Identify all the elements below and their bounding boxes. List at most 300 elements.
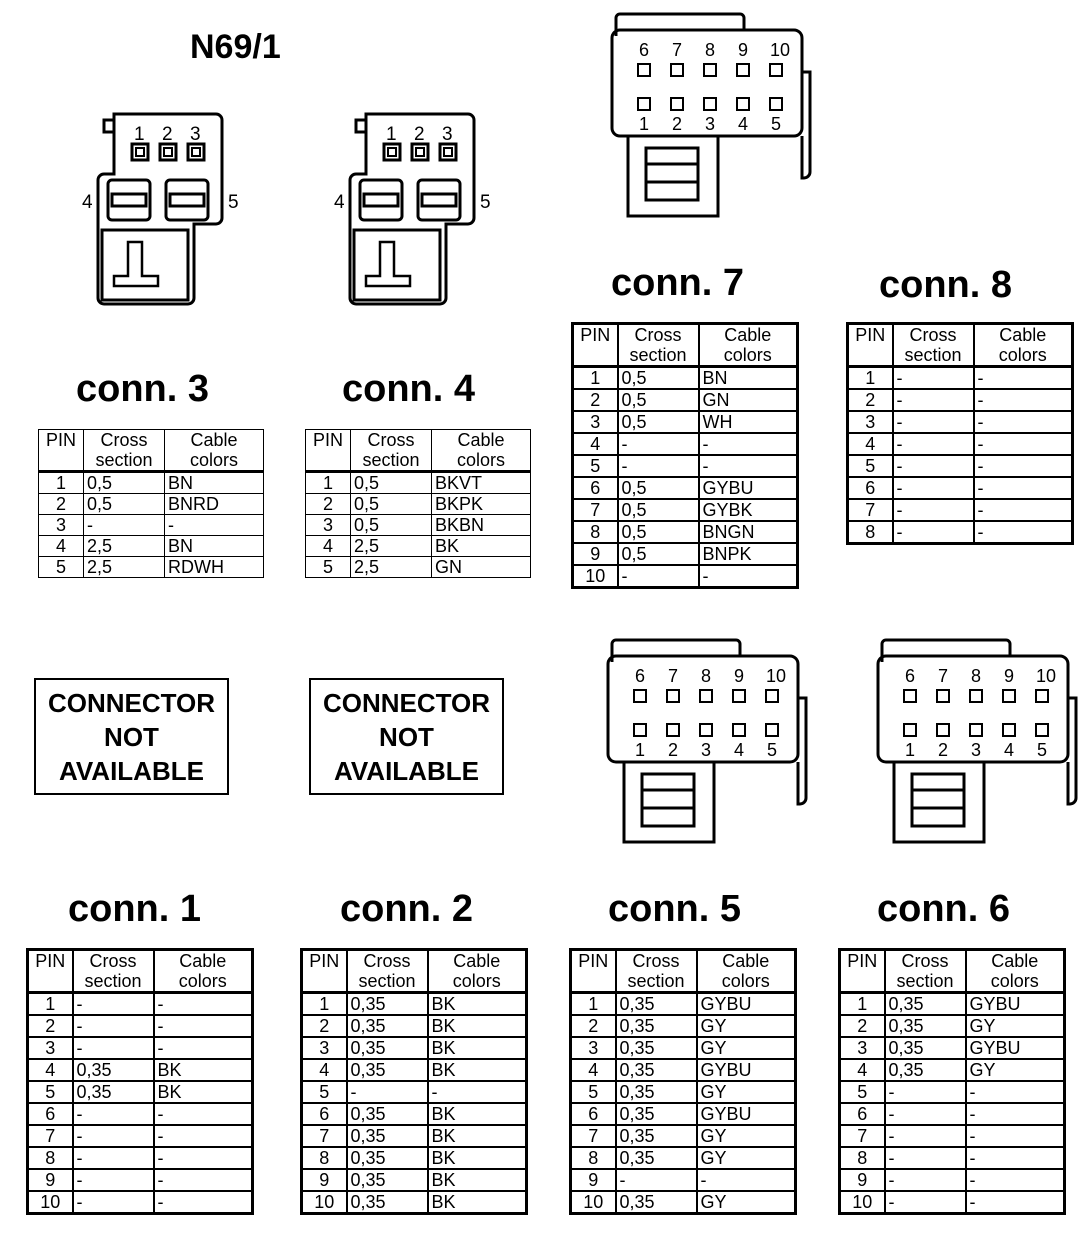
- cell-cable-color: BK: [428, 1103, 527, 1125]
- pin-table: [569, 948, 797, 1215]
- cell-cross-section: 0,35: [347, 1037, 428, 1059]
- table-row: [28, 1169, 253, 1191]
- cell-pin: 1: [848, 367, 893, 390]
- cell-pin: 1: [573, 367, 618, 390]
- cell-cable-color: BKPK: [432, 494, 531, 515]
- na-line: NOT: [379, 722, 434, 752]
- cell-pin: 6: [840, 1103, 885, 1125]
- table-row: [848, 433, 1073, 455]
- cell-cross-section: -: [893, 367, 974, 390]
- cell-cross-section: 0,5: [618, 521, 699, 543]
- cell-cross-section: -: [885, 1125, 966, 1147]
- cell-pin: 5: [571, 1081, 616, 1103]
- cell-pin: 3: [573, 411, 618, 433]
- pin-label-bottom: 3: [704, 114, 716, 134]
- cell-cross-section: -: [618, 455, 699, 477]
- na-line: CONNECTOR: [322, 688, 491, 718]
- cell-cable-color: -: [699, 565, 798, 588]
- pin-table: [838, 948, 1066, 1215]
- cell-cross-section: -: [893, 477, 974, 499]
- conn-4-title: conn. 4: [342, 368, 476, 410]
- conn-3-drawing: [82, 108, 252, 323]
- pin-label-top: 3: [190, 124, 201, 145]
- pin-label-top: 8: [704, 40, 716, 60]
- cell-pin: 5: [306, 557, 351, 578]
- table-row: [848, 477, 1073, 499]
- table-row: [571, 1147, 796, 1169]
- cell-cross-section: 0,35: [616, 1191, 697, 1214]
- pin-label-top: 2: [162, 124, 173, 145]
- pin-label-bottom: 5: [766, 740, 778, 760]
- cell-pin: 7: [302, 1125, 347, 1147]
- table-row: [302, 1169, 527, 1191]
- cell-cable-color: -: [974, 389, 1073, 411]
- cell-cross-section: -: [893, 455, 974, 477]
- cell-pin: 4: [28, 1059, 73, 1081]
- cell-pin: 4: [848, 433, 893, 455]
- header-cable-line: Cable: [179, 951, 227, 971]
- cell-pin: 7: [573, 499, 618, 521]
- header-cross-line: section: [358, 971, 416, 991]
- conn-7-title: conn. 7: [611, 262, 745, 304]
- header-cable-line: Cable: [453, 951, 501, 971]
- cell-cross-section: -: [893, 521, 974, 544]
- cell-pin: 6: [571, 1103, 616, 1125]
- cell-cable-color: -: [154, 1125, 253, 1147]
- cell-pin: 4: [840, 1059, 885, 1081]
- pin-label-bottom: 1: [904, 740, 916, 760]
- cell-pin: 9: [571, 1169, 616, 1191]
- table-row: [28, 1147, 253, 1169]
- table-row: [28, 1015, 253, 1037]
- header-pin: PIN: [28, 950, 73, 993]
- table-row: [840, 993, 1065, 1016]
- cell-cross-section: -: [73, 1147, 154, 1169]
- table-row: [306, 494, 531, 515]
- cell-pin: 8: [848, 521, 893, 544]
- cell-pin: 7: [571, 1125, 616, 1147]
- cell-cross-section: 0,5: [618, 499, 699, 521]
- na-line: AVAILABLE: [59, 756, 204, 786]
- pin-label-top: 6: [634, 666, 646, 686]
- table-row: [571, 1125, 796, 1147]
- conn-4-drawing: [334, 108, 504, 323]
- cell-pin: 4: [573, 433, 618, 455]
- cell-cross-section: -: [616, 1169, 697, 1191]
- cell-pin: 2: [840, 1015, 885, 1037]
- cell-pin: 4: [571, 1059, 616, 1081]
- connector-drawing-3pin: [82, 108, 252, 318]
- table-row: [848, 455, 1073, 477]
- pin-label-top: 7: [667, 666, 679, 686]
- table-row: [573, 565, 798, 588]
- cell-cable-color: GY: [697, 1081, 796, 1103]
- cell-cable-color: BK: [428, 1015, 527, 1037]
- header-cable-line: colors: [178, 971, 227, 991]
- cell-cross-section: 2,5: [351, 536, 432, 557]
- table-row: [571, 1103, 796, 1125]
- cell-pin: 5: [302, 1081, 347, 1103]
- cell-pin: 10: [573, 565, 618, 588]
- header-cable-line: colors: [452, 971, 501, 991]
- pin-label-right: 5: [480, 192, 491, 213]
- table-row: [573, 477, 798, 499]
- cell-cable-color: GN: [699, 389, 798, 411]
- connector-not-available-2: [309, 678, 504, 795]
- cell-cross-section: -: [73, 1125, 154, 1147]
- header-cross-section: [84, 430, 165, 472]
- table-row: [302, 1059, 527, 1081]
- header-cross-line: Cross: [909, 325, 957, 345]
- table-row: [302, 1103, 527, 1125]
- cell-cross-section: 0,35: [616, 1081, 697, 1103]
- table-row: [571, 1037, 796, 1059]
- pin-label-bottom: 2: [667, 740, 679, 760]
- na-line: NOT: [104, 722, 159, 752]
- table-row: [840, 1169, 1065, 1191]
- pin-label-bottom: 1: [634, 740, 646, 760]
- pin-label-bottom: 5: [1036, 740, 1048, 760]
- cell-pin: 8: [573, 521, 618, 543]
- cell-cross-section: 0,35: [347, 1169, 428, 1191]
- cell-cable-color: BK: [428, 993, 527, 1016]
- cell-pin: 3: [28, 1037, 73, 1059]
- header-cable-line: Cable: [722, 951, 770, 971]
- cell-cross-section: 0,5: [618, 411, 699, 433]
- pin-table: [571, 322, 799, 589]
- cell-pin: 1: [39, 472, 84, 494]
- pin-label-top: 1: [386, 124, 397, 145]
- cell-pin: 4: [306, 536, 351, 557]
- pin-label-top: 8: [700, 666, 712, 686]
- pin-label-top: 3: [442, 124, 453, 145]
- cell-pin: 10: [28, 1191, 73, 1214]
- cell-cross-section: 0,35: [616, 1059, 697, 1081]
- cell-cable-color: GY: [697, 1015, 796, 1037]
- cell-cable-color: GY: [697, 1037, 796, 1059]
- na-line: CONNECTOR: [47, 688, 216, 718]
- pin-label-right: 5: [228, 192, 239, 213]
- table-row: [840, 1125, 1065, 1147]
- header-pin: PIN: [306, 430, 351, 472]
- cell-cable-color: BKBN: [432, 515, 531, 536]
- header-pin: PIN: [848, 324, 893, 367]
- cell-cable-color: GY: [697, 1191, 796, 1214]
- header-cross-section: [893, 324, 974, 367]
- pin-table: [300, 948, 528, 1215]
- header-cable-colors: [432, 430, 531, 472]
- table-row: [848, 521, 1073, 544]
- cell-cable-color: BK: [428, 1125, 527, 1147]
- header-cable-colors: [966, 950, 1065, 993]
- conn-6-table: [838, 948, 1066, 1215]
- pin-label-top: 8: [970, 666, 982, 686]
- page-title: N69/1: [190, 28, 281, 66]
- pin-table: [846, 322, 1074, 545]
- pin-label-top: 1: [134, 124, 145, 145]
- pin-label-left: 4: [82, 192, 93, 213]
- cell-pin: 1: [28, 993, 73, 1016]
- cell-cable-color: BN: [165, 472, 264, 494]
- cell-cable-color: BN: [699, 367, 798, 390]
- cell-cable-color: -: [154, 1103, 253, 1125]
- table-row: [306, 536, 531, 557]
- pin-label-bottom: 5: [770, 114, 782, 134]
- cell-cable-color: WH: [699, 411, 798, 433]
- cell-cable-color: -: [966, 1169, 1065, 1191]
- pin-table: [305, 429, 531, 578]
- table-row: [28, 1191, 253, 1214]
- cell-pin: 3: [39, 515, 84, 536]
- cell-cross-section: -: [347, 1081, 428, 1103]
- cell-cable-color: GYBU: [966, 1037, 1065, 1059]
- pin-label-bottom: 2: [671, 114, 683, 134]
- cell-cross-section: 0,35: [347, 1103, 428, 1125]
- cell-cable-color: -: [966, 1081, 1065, 1103]
- cell-pin: 9: [573, 543, 618, 565]
- table-row: [848, 499, 1073, 521]
- cell-cross-section: -: [73, 1037, 154, 1059]
- cell-cable-color: BKVT: [432, 472, 531, 494]
- cell-cable-color: BK: [428, 1169, 527, 1191]
- pin-label-bottom: 4: [737, 114, 749, 134]
- cell-cable-color: RDWH: [165, 557, 264, 578]
- pin-label-top: 10: [1035, 666, 1057, 686]
- cell-cross-section: -: [893, 389, 974, 411]
- table-row: [840, 1059, 1065, 1081]
- header-cable-line: colors: [721, 971, 770, 991]
- connector-not-available-1: [34, 678, 229, 795]
- cell-pin: 10: [571, 1191, 616, 1214]
- cell-cross-section: 0,35: [616, 1015, 697, 1037]
- connector-drawing-10pin: [874, 638, 1084, 848]
- cell-pin: 5: [39, 557, 84, 578]
- cell-cross-section: -: [73, 1015, 154, 1037]
- cell-cable-color: -: [154, 1147, 253, 1169]
- cell-cross-section: 0,5: [84, 472, 165, 494]
- table-row: [840, 1037, 1065, 1059]
- header-cross-section: [885, 950, 966, 993]
- cell-pin: 1: [571, 993, 616, 1016]
- table-row: [571, 1081, 796, 1103]
- cell-cross-section: 0,35: [616, 993, 697, 1016]
- table-row: [306, 515, 531, 536]
- header-cross-section: [347, 950, 428, 993]
- cell-pin: 5: [848, 455, 893, 477]
- cell-cable-color: GYBU: [966, 993, 1065, 1016]
- cell-pin: 7: [28, 1125, 73, 1147]
- table-row: [848, 389, 1073, 411]
- cell-cable-color: GY: [966, 1059, 1065, 1081]
- cell-pin: 10: [302, 1191, 347, 1214]
- table-row: [573, 433, 798, 455]
- cell-pin: 5: [28, 1081, 73, 1103]
- header-cross-line: section: [904, 345, 962, 365]
- cell-pin: 9: [840, 1169, 885, 1191]
- na-line: AVAILABLE: [334, 756, 479, 786]
- cell-pin: 3: [840, 1037, 885, 1059]
- cell-cross-section: 0,5: [618, 367, 699, 390]
- cell-cable-color: BN: [165, 536, 264, 557]
- table-row: [306, 557, 531, 578]
- table-row: [571, 1015, 796, 1037]
- table-row: [573, 521, 798, 543]
- cell-pin: 2: [571, 1015, 616, 1037]
- table-row: [848, 411, 1073, 433]
- header-cable-line: colors: [456, 450, 505, 470]
- conn-4-table: [305, 429, 531, 578]
- table-row: [302, 993, 527, 1016]
- cell-cross-section: -: [618, 565, 699, 588]
- cell-cable-color: BNPK: [699, 543, 798, 565]
- cell-cable-color: -: [699, 433, 798, 455]
- table-row: [571, 1059, 796, 1081]
- table-row: [573, 455, 798, 477]
- table-row: [302, 1015, 527, 1037]
- cell-pin: 6: [573, 477, 618, 499]
- header-cross-section: [73, 950, 154, 993]
- cell-cross-section: 0,35: [347, 1015, 428, 1037]
- cell-cross-section: -: [885, 1169, 966, 1191]
- pin-table: [38, 429, 264, 578]
- header-cable-colors: [154, 950, 253, 993]
- cell-cross-section: -: [893, 411, 974, 433]
- pin-label-top: 2: [414, 124, 425, 145]
- header-cross-line: section: [896, 971, 954, 991]
- pin-label-bottom: 4: [1003, 740, 1015, 760]
- cell-cross-section: 0,5: [351, 515, 432, 536]
- cell-cross-section: 0,35: [616, 1037, 697, 1059]
- cell-cross-section: 0,35: [347, 1191, 428, 1214]
- cell-cable-color: -: [154, 1169, 253, 1191]
- table-row: [571, 993, 796, 1016]
- table-row: [571, 1169, 796, 1191]
- header-cable-colors: [428, 950, 527, 993]
- cell-cross-section: 2,5: [84, 557, 165, 578]
- cell-cable-color: GYBU: [697, 993, 796, 1016]
- cell-cable-color: GY: [966, 1015, 1065, 1037]
- cell-cable-color: GY: [697, 1125, 796, 1147]
- header-cross-section: [351, 430, 432, 472]
- header-cable-colors: [697, 950, 796, 993]
- cell-pin: 1: [306, 472, 351, 494]
- table-row: [573, 411, 798, 433]
- cell-cable-color: BNGN: [699, 521, 798, 543]
- conn-1-table: [26, 948, 254, 1215]
- pin-label-top: 7: [937, 666, 949, 686]
- header-cable-line: Cable: [999, 325, 1047, 345]
- table-row: [302, 1037, 527, 1059]
- cell-pin: 9: [28, 1169, 73, 1191]
- cell-cross-section: 0,5: [351, 494, 432, 515]
- cell-cross-section: 0,5: [618, 543, 699, 565]
- table-row: [302, 1125, 527, 1147]
- cell-cable-color: -: [974, 455, 1073, 477]
- cell-cross-section: 0,35: [347, 1147, 428, 1169]
- table-row: [840, 1191, 1065, 1214]
- pin-label-top: 7: [671, 40, 683, 60]
- header-cross-line: section: [84, 971, 142, 991]
- pin-label-bottom: 4: [733, 740, 745, 760]
- header-cross-line: Cross: [632, 951, 680, 971]
- cell-cross-section: -: [885, 1103, 966, 1125]
- cell-cross-section: 0,35: [616, 1147, 697, 1169]
- table-row: [39, 494, 264, 515]
- header-cross-section: [618, 324, 699, 367]
- pin-label-top: 6: [904, 666, 916, 686]
- cell-pin: 8: [571, 1147, 616, 1169]
- cell-pin: 4: [302, 1059, 347, 1081]
- conn-3-title: conn. 3: [76, 368, 210, 410]
- header-cross-line: Cross: [634, 325, 682, 345]
- header-cross-line: Cross: [100, 430, 148, 450]
- header-cable-line: colors: [723, 345, 772, 365]
- conn-8-table: [846, 322, 1074, 545]
- header-cable-line: colors: [189, 450, 238, 470]
- cell-cable-color: -: [966, 1103, 1065, 1125]
- cell-cross-section: 0,35: [885, 1037, 966, 1059]
- table-row: [39, 515, 264, 536]
- cell-cross-section: -: [893, 433, 974, 455]
- cell-pin: 10: [840, 1191, 885, 1214]
- pin-table: [26, 948, 254, 1215]
- cell-pin: 2: [848, 389, 893, 411]
- conn-5-table: [569, 948, 797, 1215]
- header-cable-colors: [974, 324, 1073, 367]
- cell-cross-section: 2,5: [84, 536, 165, 557]
- cell-pin: 3: [571, 1037, 616, 1059]
- header-cable-line: Cable: [457, 430, 505, 450]
- cell-cable-color: BK: [154, 1059, 253, 1081]
- cell-cable-color: BK: [428, 1147, 527, 1169]
- conn-7-drawing: [608, 12, 818, 227]
- header-cable-colors: [165, 430, 264, 472]
- table-row: [840, 1015, 1065, 1037]
- cell-cable-color: -: [974, 433, 1073, 455]
- conn-5-drawing: [604, 638, 814, 853]
- connector-drawing-10pin: [604, 638, 814, 848]
- cell-cross-section: -: [885, 1081, 966, 1103]
- conn-7-table: [571, 322, 799, 589]
- cell-cable-color: -: [966, 1125, 1065, 1147]
- cell-cross-section: 0,35: [616, 1103, 697, 1125]
- header-cable-line: Cable: [190, 430, 238, 450]
- header-cross-line: section: [95, 450, 153, 470]
- conn-3-table: [38, 429, 264, 578]
- cell-cross-section: -: [73, 1103, 154, 1125]
- cell-pin: 2: [573, 389, 618, 411]
- cell-cable-color: GYBU: [699, 477, 798, 499]
- cell-cross-section: 0,5: [351, 472, 432, 494]
- cell-pin: 6: [302, 1103, 347, 1125]
- header-cable-line: colors: [990, 971, 1039, 991]
- cell-cable-color: -: [165, 515, 264, 536]
- table-row: [571, 1191, 796, 1214]
- header-pin: PIN: [571, 950, 616, 993]
- cell-cross-section: 2,5: [351, 557, 432, 578]
- header-cable-line: colors: [998, 345, 1047, 365]
- pin-label-bottom: 2: [937, 740, 949, 760]
- cell-cross-section: -: [885, 1191, 966, 1214]
- pin-label-top: 9: [1003, 666, 1015, 686]
- cell-pin: 4: [39, 536, 84, 557]
- table-row: [39, 472, 264, 494]
- cell-cable-color: -: [974, 477, 1073, 499]
- header-cable-line: Cable: [991, 951, 1039, 971]
- header-cross-line: Cross: [363, 951, 411, 971]
- cell-pin: 2: [28, 1015, 73, 1037]
- pin-label-top: 10: [765, 666, 787, 686]
